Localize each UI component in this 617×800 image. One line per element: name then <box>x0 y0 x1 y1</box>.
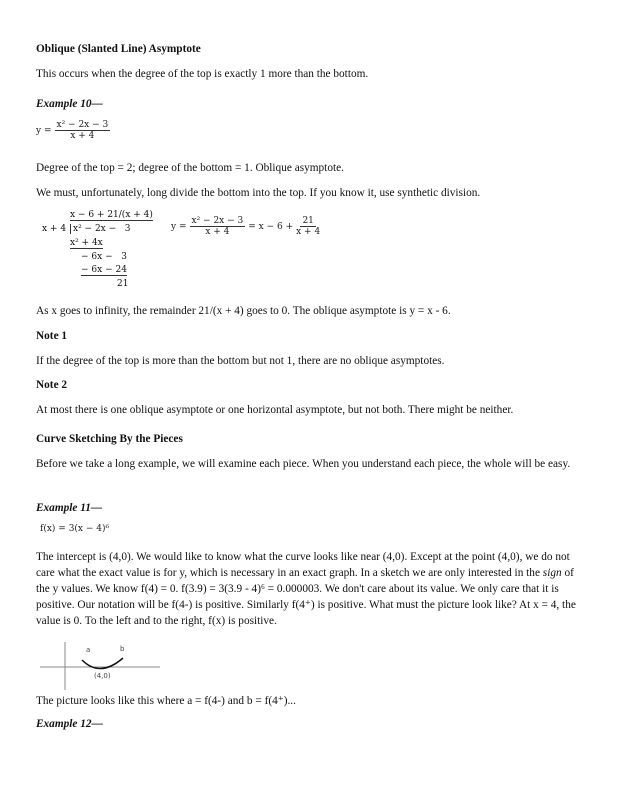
divisor: x + 4 <box>42 224 67 234</box>
denominator: x + 4 <box>70 131 95 141</box>
label-a: a <box>86 646 91 654</box>
fraction-remainder <box>296 216 320 237</box>
division-step-3: − 6x − 24 <box>81 265 127 275</box>
paragraph-part: The intercept is (4,0). We would like to know what the curve looks like near (4,0). Except at the point (4,0), we do not care what the exact value is for y, which is necessary in an exact graph. In a sketch we are only interested in the <box>36 551 570 579</box>
example-10-label: Example 10— <box>36 98 103 110</box>
degree-text: Degree of the top = 2; degree of the bottom = 1. Oblique asymptote. <box>36 162 344 174</box>
quotient: x − 6 + 21/(x + 4) <box>70 210 153 220</box>
label-point: (4,0) <box>94 672 111 680</box>
denominator: x + 4 <box>296 227 321 237</box>
example-11-paragraph <box>36 549 584 629</box>
remainder: 21 <box>117 279 129 289</box>
division-result-equation <box>171 216 320 237</box>
paragraph-part: of the y values. We know f(4) = 0. f(3.9) = 3(3.9 - 4)⁶ = 0.000003. We don't care about its value. We only care that it is positive. Our notation will be f(4-) is positive. Similarly f(4⁺) is positive. What must the picture look like? At x = 4, the value is 0. To the left and to the right, f(x) is positive. <box>36 567 576 627</box>
numerator: 21 <box>302 216 314 226</box>
note-2-title: Note 2 <box>36 379 68 391</box>
emphasis-sign: sign <box>542 567 562 579</box>
conclusion-text: As x goes to infinity, the remainder 21/(x + 4) goes to 0. The oblique asymptote is y = x - 6. <box>36 305 451 317</box>
sign-sketch-graph <box>40 640 170 692</box>
note-1-title: Note 1 <box>36 330 68 342</box>
heading-curve-sketching: Curve Sketching By the Pieces <box>36 433 183 445</box>
heading-oblique-asymptote: Oblique (Slanted Line) Asymptote <box>36 43 201 55</box>
note-1-text: If the degree of the top is more than the bottom but not 1, there are no oblique asymptotes. <box>36 355 445 367</box>
example-12-label: Example 12— <box>36 718 103 730</box>
eq-y: y = <box>171 221 187 232</box>
intro-text: This occurs when the degree of the top is exactly 1 more than the bottom. <box>36 68 369 80</box>
eq-middle: = x − 6 + <box>248 221 294 232</box>
dividend: x² − 2x − 3 <box>70 224 130 234</box>
example-11-formula: f(x) = 3(x − 4)⁶ <box>40 524 110 534</box>
numerator: x² − 2x − 3 <box>56 120 109 130</box>
fraction <box>190 216 246 237</box>
division-step-1: x² + 4x <box>70 238 103 248</box>
label-b: b <box>120 645 125 653</box>
division-step-2: − 6x − 3 <box>81 252 127 262</box>
example-10-equation <box>36 120 110 141</box>
numerator: x² − 2x − 3 <box>191 216 244 226</box>
denominator: x + 4 <box>205 227 230 237</box>
fraction <box>55 120 111 141</box>
eq-y: y = <box>36 125 52 136</box>
note-2-text: At most there is one oblique asymptote or one horizontal asymptote, but not both. There might be neither. <box>36 404 514 416</box>
long-division-text: We must, unfortunately, long divide the bottom into the top. If you know it, use synthetic division. <box>36 187 481 199</box>
before-text: Before we take a long example, we will examine each piece. When you understand each piece, the whole will be easy. <box>36 458 571 470</box>
picture-caption: The picture looks like this where a = f(4-) and b = f(4⁺)... <box>36 695 296 707</box>
example-11-label: Example 11— <box>36 502 103 514</box>
